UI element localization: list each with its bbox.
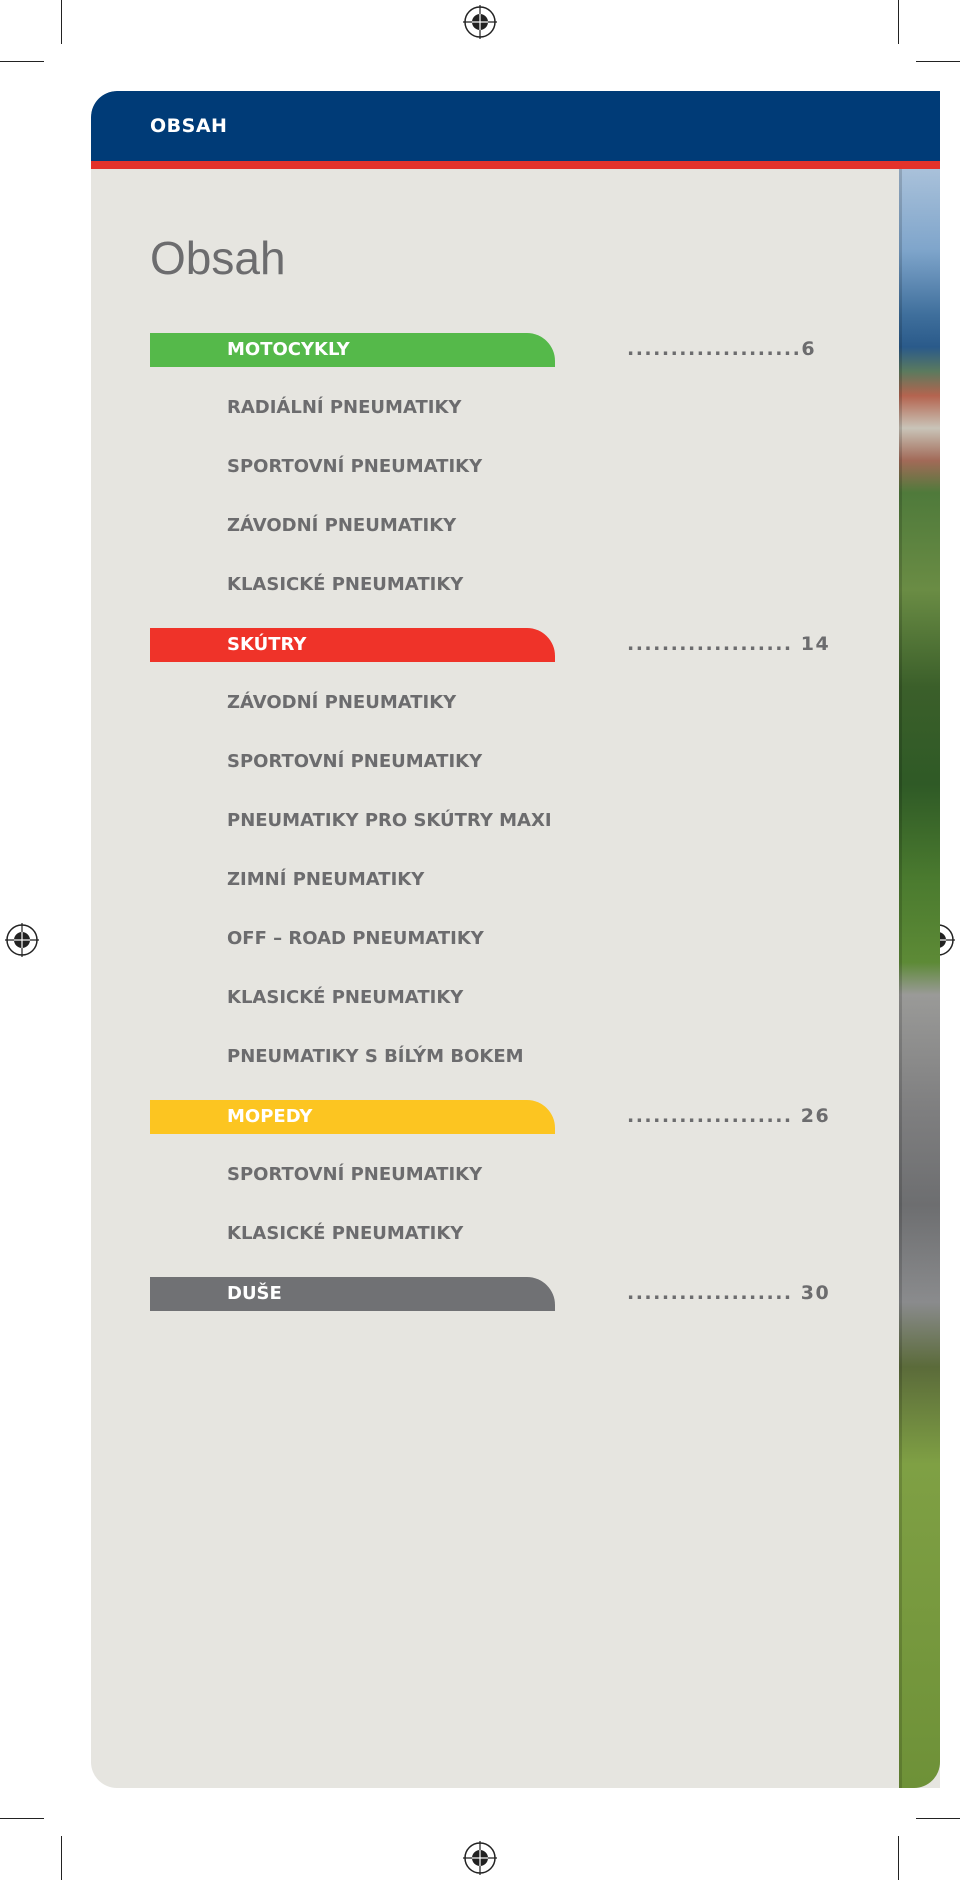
header-stripe: [91, 161, 940, 169]
toc-item[interactable]: ZIMNÍ PNEUMATIKY: [227, 869, 425, 890]
toc-item[interactable]: PNEUMATIKY PRO SKÚTRY MAXI: [227, 810, 552, 831]
section-bar-mopedy: [150, 1100, 555, 1134]
crop-mark: [898, 0, 899, 44]
toc-item[interactable]: ZÁVODNÍ PNEUMATIKY: [227, 515, 457, 536]
toc-item[interactable]: ZÁVODNÍ PNEUMATIKY: [227, 692, 457, 713]
section-label-motocykly[interactable]: MOTOCYKLY: [227, 339, 350, 360]
toc-item[interactable]: SPORTOVNÍ PNEUMATIKY: [227, 1164, 483, 1185]
toc-item[interactable]: RADIÁLNÍ PNEUMATIKY: [227, 397, 462, 418]
crop-mark: [61, 1836, 62, 1880]
page-title: Obsah: [150, 232, 286, 284]
header-bar: [91, 91, 940, 161]
section-bar-motocykly: [150, 333, 555, 367]
toc-item[interactable]: KLASICKÉ PNEUMATIKY: [227, 574, 464, 595]
toc-item[interactable]: PNEUMATIKY S BÍLÝM BOKEM: [227, 1046, 524, 1067]
toc-item[interactable]: OFF – ROAD PNEUMATIKY: [227, 928, 484, 949]
crop-mark: [0, 61, 44, 62]
registration-mark-icon: [463, 5, 497, 39]
crop-mark: [61, 0, 62, 44]
crop-mark: [898, 1836, 899, 1880]
header-title: OBSAH: [150, 115, 228, 137]
section-page-skutry[interactable]: ................... 14: [627, 633, 831, 655]
crop-mark: [0, 1818, 44, 1819]
section-page-duse[interactable]: ................... 30: [627, 1282, 831, 1304]
registration-mark-icon: [5, 923, 39, 957]
toc-page: [91, 91, 940, 1788]
motorcycle-road-photo: [899, 169, 940, 1788]
section-page-mopedy[interactable]: ................... 26: [627, 1105, 831, 1127]
crop-mark: [916, 1818, 960, 1819]
toc-item[interactable]: KLASICKÉ PNEUMATIKY: [227, 987, 464, 1008]
registration-mark-icon: [463, 1841, 497, 1875]
photo-edge: [899, 169, 902, 1788]
toc-item[interactable]: SPORTOVNÍ PNEUMATIKY: [227, 751, 483, 772]
section-label-mopedy[interactable]: MOPEDY: [227, 1106, 313, 1127]
section-page-motocykly[interactable]: ....................6: [627, 338, 817, 360]
section-label-duse[interactable]: DUŠE: [227, 1283, 282, 1304]
section-bar-duse: [150, 1277, 555, 1311]
section-label-skutry[interactable]: SKÚTRY: [227, 634, 307, 655]
section-bar-skutry: [150, 628, 555, 662]
toc-item[interactable]: KLASICKÉ PNEUMATIKY: [227, 1223, 464, 1244]
toc-item[interactable]: SPORTOVNÍ PNEUMATIKY: [227, 456, 483, 477]
crop-mark: [916, 61, 960, 62]
